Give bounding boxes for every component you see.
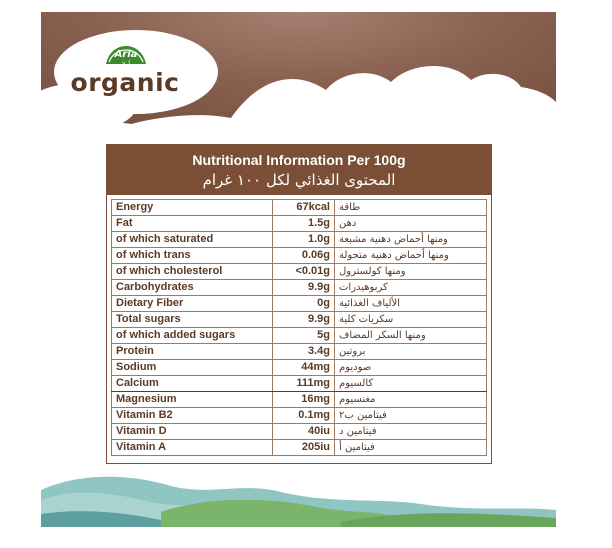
nutrient-value: 40iu [273, 424, 335, 440]
nutrient-name-ar: بروتين [335, 344, 487, 360]
nutrient-name-ar: فيتامين أ [335, 440, 487, 456]
nutrient-name: Magnesium [112, 392, 273, 408]
nutrient-name: of which cholesterol [112, 264, 273, 280]
nutrient-name-ar: كربوهيدرات [335, 280, 487, 296]
nutrient-name-ar: ومنها كولسترول [335, 264, 487, 280]
nutrient-name-ar: دهن [335, 216, 487, 232]
nutrient-value: 67kcal [273, 200, 335, 216]
nutrient-name-ar: مغنسيوم [335, 392, 487, 408]
arla-badge-text: Arla [114, 49, 138, 60]
table-row [112, 248, 487, 264]
nutrient-name: Protein [112, 344, 273, 360]
nutrient-name: Energy [112, 200, 273, 216]
nutrient-value: 1.0g [273, 232, 335, 248]
nutrient-value: 111mg [273, 376, 335, 392]
nutrient-name-ar: ومنها أحماض دهنية متحولة [335, 248, 487, 264]
nutrition-panel [106, 144, 492, 464]
nutrient-name-ar: كالسيوم [335, 376, 487, 392]
nutrient-value: 0.06g [273, 248, 335, 264]
nutrient-name: Vitamin A [112, 440, 273, 456]
table-row [112, 424, 487, 440]
nutrient-value: 5g [273, 328, 335, 344]
table-row [112, 232, 487, 248]
table-row [112, 264, 487, 280]
nutrition-panel-header [107, 145, 491, 195]
nutrient-name-ar: طاقة [335, 200, 487, 216]
table-row [112, 200, 487, 216]
nutrition-title-ar: المحتوى الغذائي لكل ١٠٠ غرام [202, 171, 396, 189]
table-row [112, 392, 487, 408]
nutrient-value: 205iu [273, 440, 335, 456]
nutrient-name-ar: سكريات كلية [335, 312, 487, 328]
nutrient-value: 16mg [273, 392, 335, 408]
nutrient-name: Fat [112, 216, 273, 232]
arla-organic-logo [55, 34, 195, 114]
nutrient-value: 3.4g [273, 344, 335, 360]
nutrient-name-ar: الألياف الغذائية [335, 296, 487, 312]
table-row [112, 360, 487, 376]
table-row [112, 216, 487, 232]
nutrient-name-ar: فيتامين د [335, 424, 487, 440]
table-row [112, 344, 487, 360]
nutrient-name: Vitamin D [112, 424, 273, 440]
nutrient-name: of which trans [112, 248, 273, 264]
table-row [112, 312, 487, 328]
nutrient-name-ar: ومنها أحماض دهنية مشبعة [335, 232, 487, 248]
organic-wordmark: organic [70, 68, 180, 97]
nutrient-name: Total sugars [112, 312, 273, 328]
table-row [112, 328, 487, 344]
nutrient-name: Vitamin B2 [112, 408, 273, 424]
table-row [112, 408, 487, 424]
nutrient-name: of which added sugars [112, 328, 273, 344]
nutrient-value: 0g [273, 296, 335, 312]
nutrient-name: Carbohydrates [112, 280, 273, 296]
arla-badge-icon [103, 34, 149, 70]
nutrient-name-ar: فيتامين ب٢ [335, 408, 487, 424]
nutrient-value: 44mg [273, 360, 335, 376]
nutrient-value: 0.1mg [273, 408, 335, 424]
nutrient-name-ar: صوديوم [335, 360, 487, 376]
nutrient-name: Calcium [112, 376, 273, 392]
nutrient-value: 9.9g [273, 312, 335, 328]
table-row [112, 280, 487, 296]
nutrition-table [111, 199, 487, 456]
table-row [112, 376, 487, 392]
nutrient-value: <0.01g [273, 264, 335, 280]
arla-badge-text-ar: أرلا [122, 61, 130, 68]
nutrient-name: Dietary Fiber [112, 296, 273, 312]
nutrition-title-en: Nutritional Information Per 100g [192, 152, 406, 168]
nutrient-value: 9.9g [273, 280, 335, 296]
nutrition-card [41, 12, 556, 527]
nutrient-value: 1.5g [273, 216, 335, 232]
nutrient-name-ar: ومنها السكر المضاف [335, 328, 487, 344]
nutrient-name: of which saturated [112, 232, 273, 248]
nutrient-name: Sodium [112, 360, 273, 376]
table-row [112, 296, 487, 312]
hills-landscape [41, 452, 556, 527]
